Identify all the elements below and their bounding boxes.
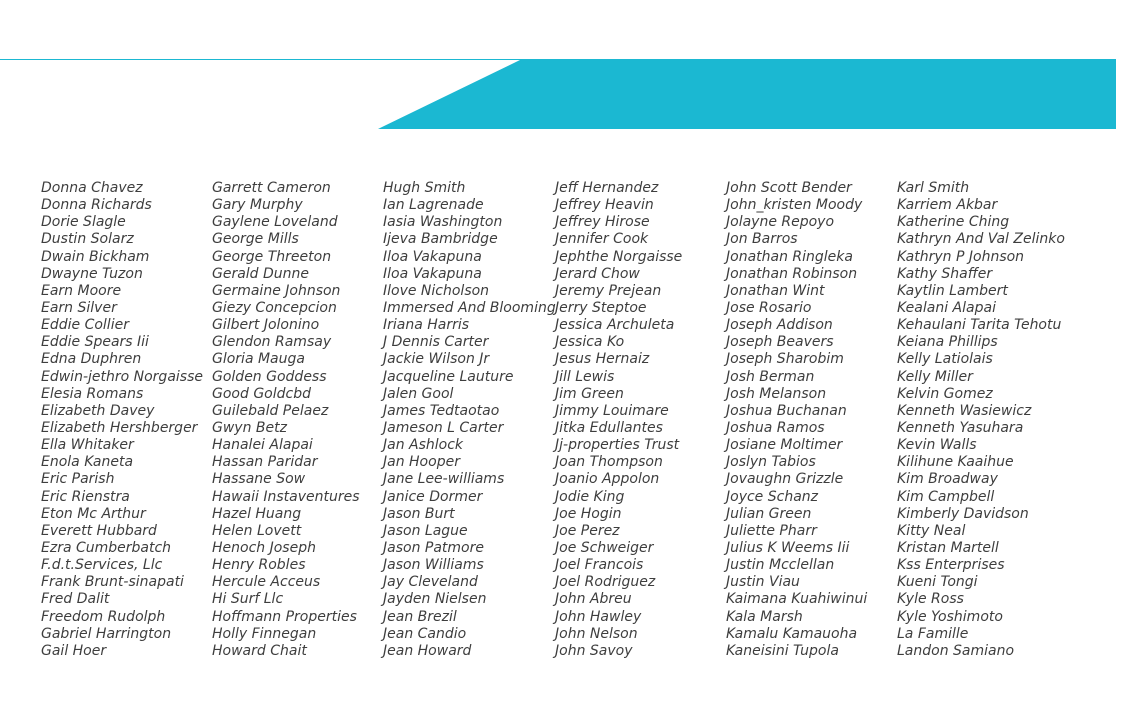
name-entry: Edna Duphren xyxy=(41,351,142,368)
name-entry: Jesus Hernaiz xyxy=(555,351,650,368)
name-entry: Jim Green xyxy=(555,385,624,402)
name-entry: Dwain Bickham xyxy=(41,248,150,265)
name-entry: Jon Barros xyxy=(726,231,798,248)
name-entry: Iloa Vakapuna xyxy=(383,265,482,282)
name-entry: Jonathan Ringleka xyxy=(726,248,853,265)
name-entry: Iriana Harris xyxy=(383,317,470,334)
name-entry: Kathy Shaffer xyxy=(897,265,993,282)
name-entry: Hugh Smith xyxy=(383,180,466,196)
name-entry: Kss Enterprises xyxy=(897,557,1005,574)
names-column-1 xyxy=(41,180,203,660)
name-entry: Howard Chait xyxy=(212,642,307,659)
name-entry: Jonathan Wint xyxy=(726,282,825,299)
accent-banner-shape xyxy=(0,0,1130,140)
name-entry: Jimmy Louimare xyxy=(555,402,669,419)
name-entry: Elizabeth Davey xyxy=(41,402,155,419)
name-entry: Kelly Miller xyxy=(897,368,973,385)
name-entry: Gary Murphy xyxy=(212,197,303,214)
name-entry: Ezra Cumberbatch xyxy=(41,539,172,556)
name-entry: Frank Brunt-sinapati xyxy=(41,574,184,591)
name-entry: Jessica Ko xyxy=(555,334,625,351)
name-entry: Katherine Ching xyxy=(897,214,1010,231)
name-entry: Eddie Collier xyxy=(41,317,129,334)
name-entry: Immersed And Blooming xyxy=(383,299,556,316)
name-entry: Kristan Martell xyxy=(897,539,999,556)
name-entry: Kala Marsh xyxy=(726,608,803,625)
name-entry: Gabriel Harrington xyxy=(41,625,172,642)
names-column-5 xyxy=(726,180,867,660)
name-entry: Josh Berman xyxy=(726,368,815,385)
name-entry: Jose Rosario xyxy=(726,299,812,316)
name-entry: Kamalu Kamauoha xyxy=(726,625,858,642)
name-entry: Joel Francois xyxy=(555,557,644,574)
name-entry: Joslyn Tabios xyxy=(726,454,816,471)
name-entry: Giezy Concepcion xyxy=(212,299,337,316)
name-entry: Earn Silver xyxy=(41,299,117,316)
name-entry: Jill Lewis xyxy=(555,368,615,385)
name-entry: John Savoy xyxy=(555,642,633,659)
name-entry: Jeffrey Heavin xyxy=(555,197,654,214)
name-entry: Gilbert Jolonino xyxy=(212,317,320,334)
name-entry: J Dennis Carter xyxy=(383,334,489,351)
name-entry: Dustin Solarz xyxy=(41,231,134,248)
name-entry: Edwin-jethro Norgaisse xyxy=(41,368,203,385)
name-entry: Gaylene Loveland xyxy=(212,214,338,231)
name-entry: Kyle Ross xyxy=(897,591,964,608)
name-entry: Henoch Joseph xyxy=(212,539,316,556)
name-entry: Enola Kaneta xyxy=(41,454,134,471)
name-entry: Kimberly Davidson xyxy=(897,505,1029,522)
names-column-2 xyxy=(212,180,360,660)
name-entry: George Mills xyxy=(212,231,299,248)
name-entry: John Scott Bender xyxy=(726,180,852,196)
name-entry: Hi Surf Llc xyxy=(212,591,284,608)
names-column-6 xyxy=(897,180,1065,660)
name-entry: Joseph Beavers xyxy=(726,334,834,351)
name-entry: Jitka Edullantes xyxy=(555,419,663,436)
name-entry: Dorie Slagle xyxy=(41,214,126,231)
name-entry: Kim Broadway xyxy=(897,471,998,488)
name-entry: La Famille xyxy=(897,625,969,642)
name-entry: Iasia Washington xyxy=(383,214,503,231)
name-entry: Ian Lagrenade xyxy=(383,197,484,214)
name-entry: Juliette Pharr xyxy=(726,522,817,539)
name-entry: Kaytlin Lambert xyxy=(897,282,1008,299)
name-entry: Joseph Addison xyxy=(726,317,833,334)
name-entry: Jay Cleveland xyxy=(383,574,478,591)
name-entry: Kenneth Yasuhara xyxy=(897,419,1024,436)
name-entry: Jonathan Robinson xyxy=(726,265,858,282)
names-column-3 xyxy=(383,180,556,660)
name-entry: Josh Melanson xyxy=(726,385,827,402)
name-entry: Jackie Wilson Jr xyxy=(383,351,490,368)
name-entry: Joyce Schanz xyxy=(726,488,818,505)
names-column-4 xyxy=(555,180,682,660)
names-list xyxy=(0,180,1130,670)
name-entry: Garrett Cameron xyxy=(212,180,331,196)
name-entry: Jephthe Norgaisse xyxy=(555,248,683,265)
name-entry: Josiane Moltimer xyxy=(726,437,843,454)
name-entry: Iloa Vakapuna xyxy=(383,248,482,265)
name-entry: Everett Hubbard xyxy=(41,522,157,539)
name-entry: Kaneisini Tupola xyxy=(726,642,839,659)
name-entry: Kelvin Gomez xyxy=(897,385,993,402)
name-entry: Jeffrey Hirose xyxy=(555,214,650,231)
name-entry: Jerry Steptoe xyxy=(555,299,647,316)
name-entry: Kyle Yoshimoto xyxy=(897,608,1003,625)
name-entry: John Hawley xyxy=(555,608,642,625)
name-entry: Jason Burt xyxy=(383,505,455,522)
name-entry: Glendon Ramsay xyxy=(212,334,332,351)
name-entry: Kenneth Wasiewicz xyxy=(897,402,1032,419)
name-entry: Jeremy Prejean xyxy=(555,282,662,299)
name-entry: Joe Perez xyxy=(555,522,620,539)
name-entry: Julius K Weems Iii xyxy=(726,539,850,556)
name-entry: Hercule Acceus xyxy=(212,574,321,591)
name-entry: Jolayne Repoyo xyxy=(726,214,835,231)
name-entry: Jason Williams xyxy=(383,557,484,574)
name-entry: Karriem Akbar xyxy=(897,197,998,214)
name-entry: Gail Hoer xyxy=(41,642,107,659)
name-entry: Holly Finnegan xyxy=(212,625,317,642)
name-entry: Eric Parish xyxy=(41,471,115,488)
name-entry: Hassan Paridar xyxy=(212,454,318,471)
name-entry: Janice Dormer xyxy=(383,488,483,505)
name-entry: Jean Howard xyxy=(383,642,472,659)
name-entry: Good Goldcbd xyxy=(212,385,311,402)
name-entry: Hawaii Instaventures xyxy=(212,488,360,505)
name-entry: Elesia Romans xyxy=(41,385,144,402)
name-entry: Jan Ashlock xyxy=(383,437,464,454)
name-entry: Jameson L Carter xyxy=(383,419,504,436)
name-entry: George Threeton xyxy=(212,248,332,265)
name-entry: Dwayne Tuzon xyxy=(41,265,143,282)
name-entry: Eric Rienstra xyxy=(41,488,130,505)
name-entry: Jason Lague xyxy=(383,522,468,539)
name-entry: Helen Lovett xyxy=(212,522,302,539)
name-entry: Justin Mcclellan xyxy=(726,557,835,574)
name-entry: Keiana Phillips xyxy=(897,334,998,351)
name-entry: Guilebald Pelaez xyxy=(212,402,329,419)
name-entry: Henry Robles xyxy=(212,557,306,574)
name-entry: Joshua Ramos xyxy=(726,419,825,436)
name-entry: Golden Goddess xyxy=(212,368,327,385)
name-entry: Jessica Archuleta xyxy=(555,317,675,334)
name-entry: John Abreu xyxy=(555,591,632,608)
name-entry: Joanio Appolon xyxy=(555,471,660,488)
name-entry: Earn Moore xyxy=(41,282,122,299)
name-entry: Joseph Sharobim xyxy=(726,351,844,368)
name-entry: Jerard Chow xyxy=(555,265,640,282)
name-entry: F.d.t.Services, Llc xyxy=(41,557,163,574)
name-entry: Joshua Buchanan xyxy=(726,402,847,419)
name-entry: Donna Richards xyxy=(41,197,152,214)
name-entry: Kathryn P Johnson xyxy=(897,248,1025,265)
name-entry: Joel Rodriguez xyxy=(555,574,656,591)
name-entry: Julian Green xyxy=(726,505,812,522)
name-entry: Kelly Latiolais xyxy=(897,351,993,368)
name-entry: Joe Schweiger xyxy=(555,539,654,556)
name-entry: Freedom Rudolph xyxy=(41,608,166,625)
name-entry: Jean Candio xyxy=(383,625,467,642)
name-entry: Jeff Hernandez xyxy=(555,180,659,196)
name-entry: Jennifer Cook xyxy=(555,231,649,248)
name-entry: Justin Viau xyxy=(726,574,800,591)
name-entry: Kueni Tongi xyxy=(897,574,978,591)
name-entry: James Tedtaotao xyxy=(383,402,500,419)
name-entry: Elizabeth Hershberger xyxy=(41,419,198,436)
name-entry: Kehaulani Tarita Tehotu xyxy=(897,317,1062,334)
name-entry: Kim Campbell xyxy=(897,488,995,505)
name-entry: Ella Whitaker xyxy=(41,437,134,454)
name-entry: Jayden Nielsen xyxy=(383,591,487,608)
name-entry: Donna Chavez xyxy=(41,180,143,196)
name-entry: Hazel Huang xyxy=(212,505,302,522)
name-entry: Kathryn And Val Zelinko xyxy=(897,231,1065,248)
name-entry: Jj-properties Trust xyxy=(555,437,680,454)
name-entry: Karl Smith xyxy=(897,180,970,196)
name-entry: Kitty Neal xyxy=(897,522,966,539)
name-entry: Hassane Sow xyxy=(212,471,306,488)
name-entry: Joe Hogin xyxy=(555,505,622,522)
name-entry: John_kristen Moody xyxy=(726,197,863,214)
name-entry: Jason Patmore xyxy=(383,539,484,556)
name-entry: John Nelson xyxy=(555,625,638,642)
name-entry: Joan Thompson xyxy=(555,454,663,471)
name-entry: Kealani Alapai xyxy=(897,299,996,316)
name-entry: Germaine Johnson xyxy=(212,282,341,299)
name-entry: Gloria Mauga xyxy=(212,351,305,368)
name-entry: Jacqueline Lauture xyxy=(383,368,514,385)
name-entry: Kilihune Kaaihue xyxy=(897,454,1014,471)
name-entry: Ijeva Bambridge xyxy=(383,231,498,248)
name-entry: Landon Samiano xyxy=(897,642,1015,659)
name-entry: Jean Brezil xyxy=(383,608,457,625)
name-entry: Fred Dalit xyxy=(41,591,110,608)
name-entry: Jan Hooper xyxy=(383,454,460,471)
name-entry: Hanalei Alapai xyxy=(212,437,313,454)
name-entry: Kevin Walls xyxy=(897,437,977,454)
name-entry: Kaimana Kuahiwinui xyxy=(726,591,868,608)
name-entry: Eddie Spears Iii xyxy=(41,334,149,351)
name-entry: Jane Lee-williams xyxy=(383,471,505,488)
name-entry: Gerald Dunne xyxy=(212,265,310,282)
name-entry: Jodie King xyxy=(555,488,625,505)
name-entry: Ilove Nicholson xyxy=(383,282,490,299)
name-entry: Hoffmann Properties xyxy=(212,608,357,625)
name-entry: Gwyn Betz xyxy=(212,419,287,436)
name-entry: Jalen Gool xyxy=(383,385,454,402)
name-entry: Eton Mc Arthur xyxy=(41,505,146,522)
name-entry: Jovaughn Grizzle xyxy=(726,471,844,488)
